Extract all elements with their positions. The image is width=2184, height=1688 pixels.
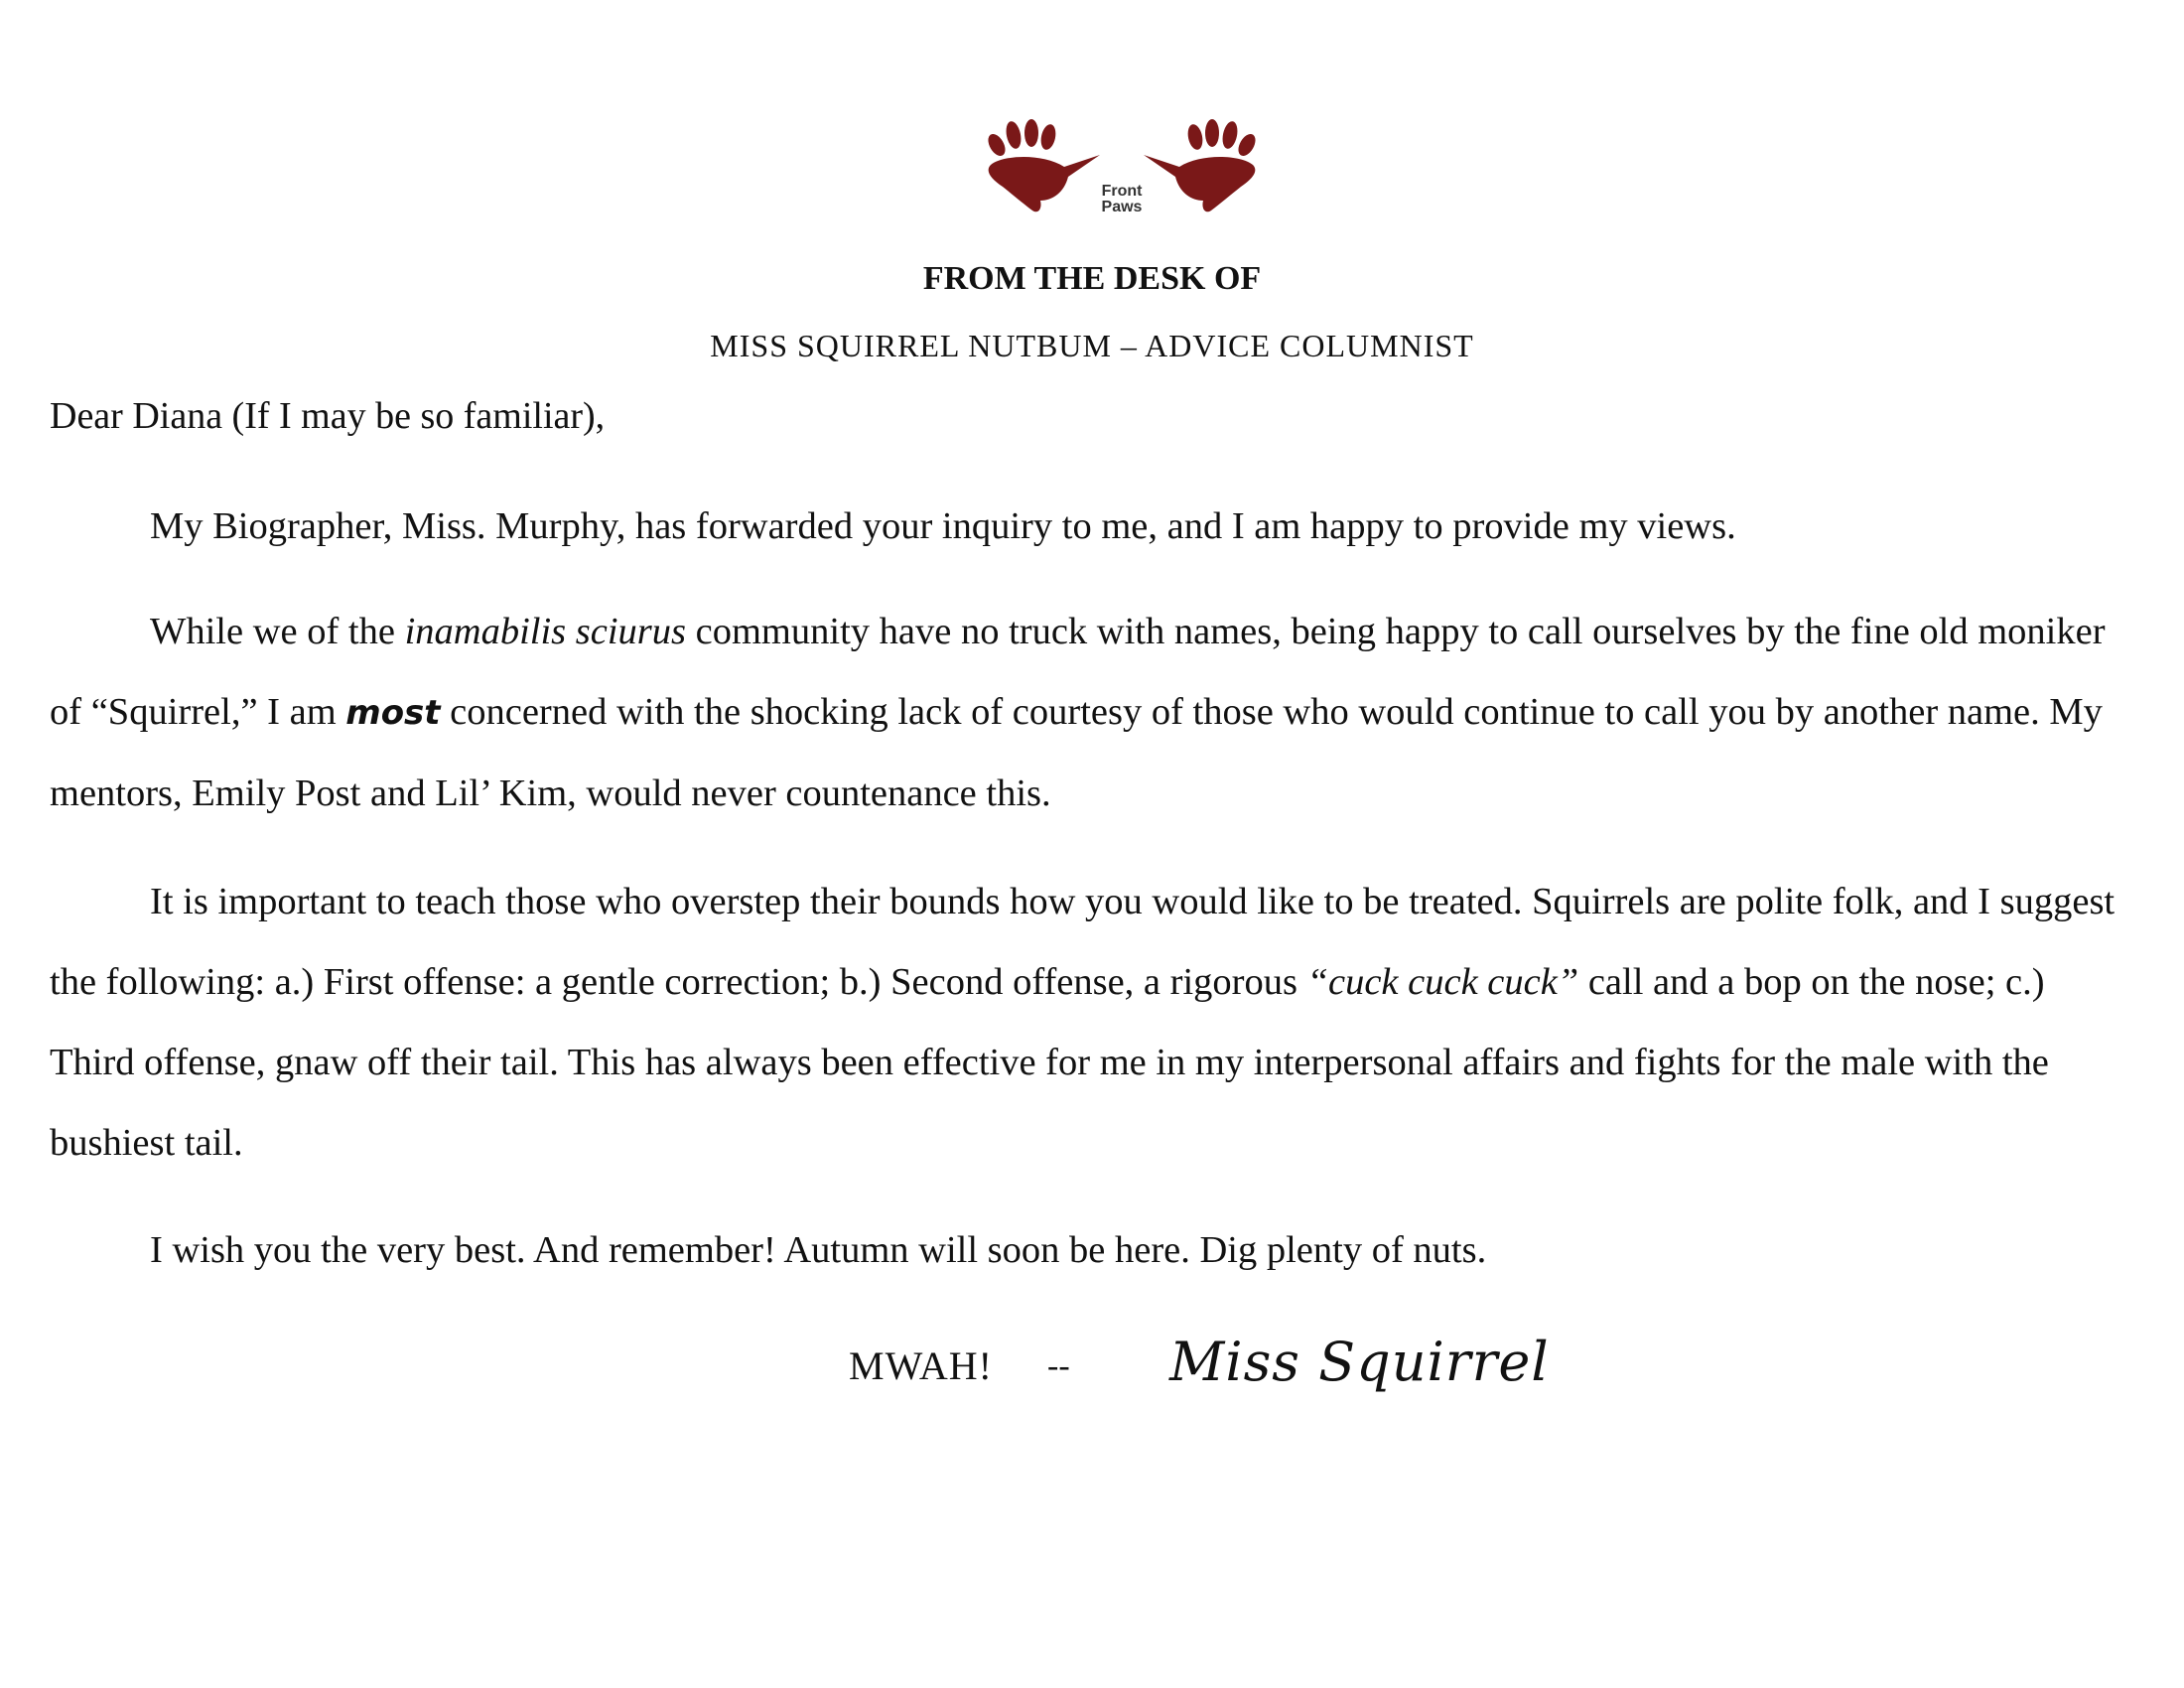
paragraph-2-text-c: community have no truck with names, being happy to call ourselves by the fine old moniker of “Squirrel,” I am xyxy=(50,611,2106,733)
emphasis-most: most xyxy=(345,693,441,733)
paragraph-2 xyxy=(50,592,2134,834)
paragraph-1: My Biographer, Miss. Murphy, has forwarded your inquiry to me, and I am happy to provide my views. xyxy=(150,505,1736,547)
columnist-name-heading: MISS SQUIRREL NUTBUM – ADVICE COLUMNIST xyxy=(710,328,1474,363)
desk-heading: FROM THE DESK OF xyxy=(922,260,1262,297)
paragraph-3 xyxy=(50,862,2134,1184)
logo-caption-line1: Front xyxy=(1101,183,1143,200)
closing-dash: -- xyxy=(1047,1347,1070,1384)
logo-caption xyxy=(1057,184,1186,215)
paragraph-4: I wish you the very best. And remember! Autumn will soon be here. Dig plenty of nuts. xyxy=(150,1229,1487,1271)
paragraph-2-text-e: concerned with the shocking lack of courtesy of those who would continue to call you by another name. My mentors, Emily Post and Lil’ Kim, would never countenance this. xyxy=(50,691,2103,814)
logo-caption-line2: Paws xyxy=(1101,199,1143,215)
closing: MWAH! xyxy=(849,1343,993,1388)
paragraph-2-text-a: While we of the xyxy=(150,611,405,652)
signature: Miss Squirrel xyxy=(1169,1331,1550,1393)
paragraph-3-text-c: call and a bop on the nose; c.) Third offense, gnaw off their tail. This has always been effective for me in my interpersonal affairs and fights for the male with the bushiest tail. xyxy=(50,961,2049,1164)
paragraph-3-text-a: It is important to teach those who overstep their bounds how you would like to be treated. Squirrels are polite folk, and I suggest the following: a.) First offense: a gentle correction; b.) Second offense, a rigorous xyxy=(50,881,2116,1003)
squirrel-call: “cuck cuck cuck” xyxy=(1306,961,1579,1003)
species-name: inamabilis sciurus xyxy=(404,611,687,652)
salutation: Dear Diana (If I may be so familiar), xyxy=(50,395,606,437)
